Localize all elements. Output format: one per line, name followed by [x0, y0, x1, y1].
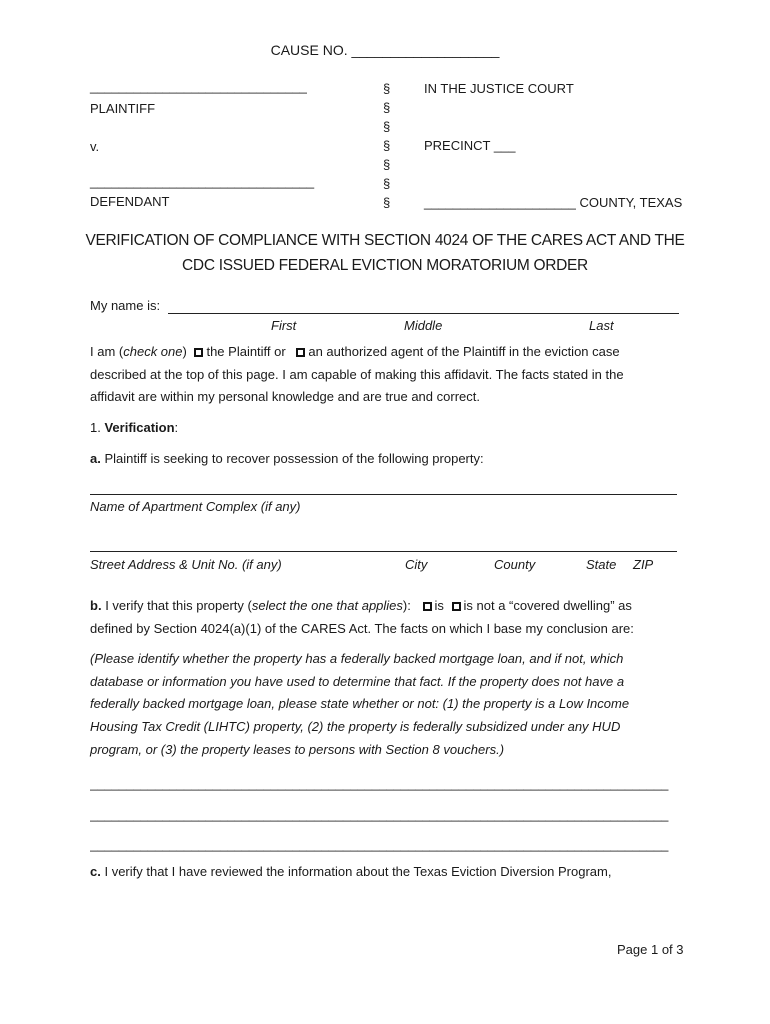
instruction-line: federally backed mortgage loan, please state whether or not: (1) the property is a Low Income: [90, 696, 630, 711]
section-mark: §: [383, 138, 391, 153]
is-label: is: [434, 598, 444, 613]
apartment-field-line[interactable]: [90, 494, 677, 495]
middle-name-caption: Middle: [404, 318, 443, 333]
city-caption: City: [405, 557, 428, 572]
defendant-label: DEFENDANT: [90, 194, 170, 209]
section-mark: §: [383, 176, 391, 191]
zip-caption: ZIP: [633, 557, 654, 572]
instruction-line: database or information you have used to determine that fact. If the property does not have a: [90, 674, 625, 689]
instruction-line: Housing Tax Credit (LIHTC) property, (2) the property is federally subsidized under any HUD: [90, 719, 621, 734]
cause-number: CAUSE NO. ___________________: [270, 42, 500, 58]
is-covered-checkbox[interactable]: [423, 602, 432, 611]
defendant-name-line: _______________________________: [90, 174, 315, 189]
county-caption: County: [494, 557, 536, 572]
apartment-caption: Name of Apartment Complex (if any): [90, 499, 301, 514]
section-mark: §: [383, 119, 391, 134]
item-b-label: b.: [90, 598, 102, 613]
item-a-text: Plaintiff is seeking to recover possession of the following property:: [104, 451, 484, 466]
section-heading: Verification: [104, 420, 175, 435]
agent-checkbox[interactable]: [296, 348, 305, 357]
role-prefix: I am (: [90, 344, 124, 359]
document-title-line1: VERIFICATION OF COMPLIANCE WITH SECTION 4024 OF THE CARES ACT AND THE: [85, 232, 685, 249]
instruction-line: (Please identify whether the property has a federally backed mortgage loan, and if not, which: [90, 651, 624, 666]
page-number: Page 1 of 3: [617, 942, 684, 957]
role-close-paren: ): [182, 344, 187, 359]
answer-line[interactable]: ________________________________________________________________________________: [90, 807, 669, 822]
role-text-line2: described at the top of this page. I am capable of making this affidavit. The facts stated in the: [90, 367, 624, 382]
section-mark: §: [383, 195, 391, 210]
last-name-caption: Last: [589, 318, 614, 333]
instruction-line: program, or (3) the property leases to persons with Section 8 vouchers.): [90, 742, 505, 757]
item-b-pre: I verify that this property (: [105, 598, 252, 613]
select-one-text: select the one that applies: [251, 598, 403, 613]
plaintiff-checkbox[interactable]: [194, 348, 203, 357]
item-b-post: ):: [402, 598, 411, 613]
is-not-label: is not a “covered dwelling” as: [463, 598, 632, 613]
name-field-line[interactable]: [168, 313, 679, 314]
section-mark: §: [383, 81, 391, 96]
answer-line[interactable]: ________________________________________________________________________________: [90, 776, 669, 791]
role-text-line3: affidavit are within my personal knowledge and are true and correct.: [90, 389, 480, 404]
is-not-covered-checkbox[interactable]: [452, 602, 461, 611]
answer-line[interactable]: ________________________________________________________________________________: [90, 837, 669, 852]
document-title-line2: CDC ISSUED FEDERAL EVICTION MORATORIUM ORDER: [182, 257, 588, 274]
check-one-text: check one: [123, 344, 183, 359]
state-caption: State: [586, 557, 617, 572]
item-b-line2: defined by Section 4024(a)(1) of the CARES Act. The facts on which I base my conclusion are:: [90, 621, 634, 636]
county-state-label: _____________________ COUNTY, TEXAS: [424, 195, 683, 210]
section-mark: §: [383, 100, 391, 115]
plaintiff-name-line: ______________________________: [90, 79, 307, 94]
item-c-text: I verify that I have reviewed the information about the Texas Eviction Diversion Program,: [104, 864, 612, 879]
first-name-caption: First: [271, 318, 297, 333]
street-caption: Street Address & Unit No. (if any): [90, 557, 282, 572]
address-field-line[interactable]: [90, 551, 677, 552]
section-number: 1: [90, 420, 98, 435]
plaintiff-option-label: the Plaintiff or: [206, 344, 286, 359]
section-heading-colon: :: [174, 420, 179, 435]
versus-label: v.: [90, 139, 100, 154]
item-a-label: a.: [90, 451, 101, 466]
item-c-label: c.: [90, 864, 101, 879]
agent-option-label: an authorized agent of the Plaintiff in the eviction case: [308, 344, 620, 359]
name-label: My name is:: [90, 298, 161, 313]
section-mark: §: [383, 157, 391, 172]
plaintiff-label: PLAINTIFF: [90, 101, 156, 116]
precinct-label: PRECINCT ___: [424, 138, 516, 153]
court-label: IN THE JUSTICE COURT: [424, 81, 574, 96]
